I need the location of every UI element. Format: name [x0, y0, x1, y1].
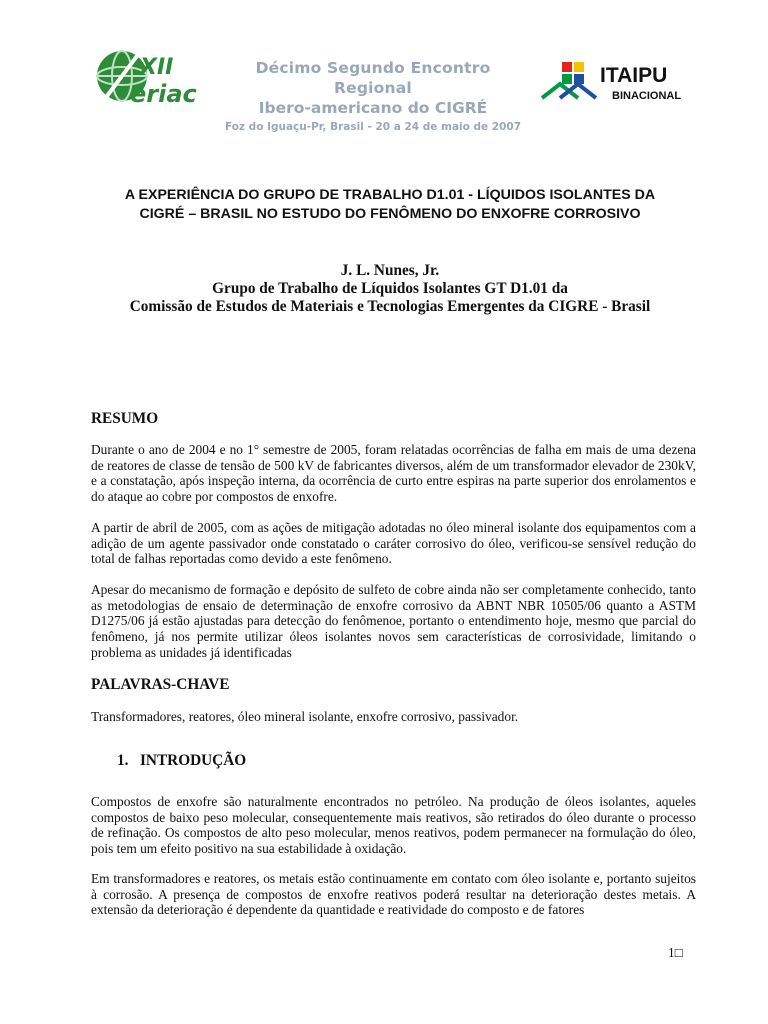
- svg-text:ITAIPU: ITAIPU: [600, 64, 668, 87]
- resumo-paragraph-3: Apesar do mecanismo de formação e depósito de sulfeto de cobre ainda não ser completamente conhecido, tanto as metodologias de ensaio de determinação de enxofre corrosivo da ABNT NBR 10505/06 quanto a ASTM D1275/06 já estão ajustadas para detecção do fenômenoe, portanto o entendimento hoje, mesmo que parcial do fenômeno, já nos permite utilizar óleos isolantes novos sem características de corrosividade, limitando o problema as unidades já identificadas: [91, 582, 696, 660]
- author-block: [60, 262, 720, 316]
- intro-heading: 1. INTRODUÇÃO: [117, 752, 247, 769]
- resumo-paragraph-2: A partir de abril de 2005, com as ações de mitigação adotadas no óleo mineral isolante dos equipamentos com a adição de um agente passivador onde constatado o caráter corrosivo do óleo, verificou-se sensível redução do total de falhas reportadas como devido a este fenômeno.: [91, 520, 696, 567]
- keywords-text: Transformadores, reatores, óleo mineral isolante, enxofre corrosivo, passivador.: [91, 709, 519, 724]
- keywords-heading: PALAVRAS-CHAVE: [91, 676, 230, 693]
- xii-eriac-logo: [94, 44, 206, 110]
- svg-text:eriac: eriac: [130, 80, 197, 108]
- intro-paragraph-2: Em transformadores e reatores, os metais estão continuamente em contato com óleo isolante e, portanto sujeitos à corrosão. A presença de compostos de enxofre reativos poderá resultar na deterioração destes metais. A extensão da deterioração é dependente da quantidade e reatividade do composto e de fatores: [91, 871, 696, 918]
- author-group: Grupo de Trabalho de Líquidos Isolantes GT D1.01 da: [212, 280, 568, 297]
- author-name: J. L. Nunes, Jr.: [340, 262, 440, 279]
- svg-text:BINACIONAL: BINACIONAL: [612, 90, 682, 102]
- title-line-1: A EXPERIÊNCIA DO GRUPO DE TRABALHO D1.01 - LÍQUIDOS ISOLANTES DA: [124, 187, 656, 203]
- itaipu-logo: [538, 58, 690, 104]
- resumo-heading: RESUMO: [91, 410, 159, 427]
- conference-line-2: Ibero-americano do CIGRÉ: [258, 99, 488, 117]
- intro-paragraph-1: Compostos de enxofre são naturalmente encontrados no petróleo. Na produção de óleos isolantes, aqueles compostos de baixo peso molecular, consequentemente mais reativos, são retirados do óleo durante o processo de refinação. Os compostos de alto peso molecular, menos reativos, podem permanecer na formulação do óleo, pois tem um efeito positivo na sua estabilidade à oxidação.: [91, 794, 696, 857]
- paper-title: [60, 186, 720, 224]
- page-number: 1□: [668, 945, 683, 960]
- svg-text:XII: XII: [140, 55, 174, 80]
- conference-line-1: Décimo Segundo Encontro Regional: [255, 59, 491, 97]
- resumo-paragraph-1: Durante o ano de 2004 e no 1° semestre de 2005, foram relatadas ocorrências de falha em mais de uma dezena de reatores de classe de tensão de 500 kV de fabricantes diversos, além de um transformador elevador de 230kV, e a constatação, após inspeção interna, da ocorrência de curto entre espiras na parte superior dos enrolamentos e do ataque ao cobre por compostos de enxofre.: [91, 442, 696, 505]
- title-line-2: CIGRÉ – BRASIL NO ESTUDO DO FENÔMENO DO ENXOFRE CORROSIVO: [139, 206, 641, 222]
- conference-line-3: Foz do Iguaçu-Pr, Brasil - 20 a 24 de maio de 2007: [224, 121, 522, 133]
- author-commission: Comissão de Estudos de Materiais e Tecnologias Emergentes da CIGRE - Brasil: [129, 298, 651, 315]
- conference-header: [218, 58, 528, 135]
